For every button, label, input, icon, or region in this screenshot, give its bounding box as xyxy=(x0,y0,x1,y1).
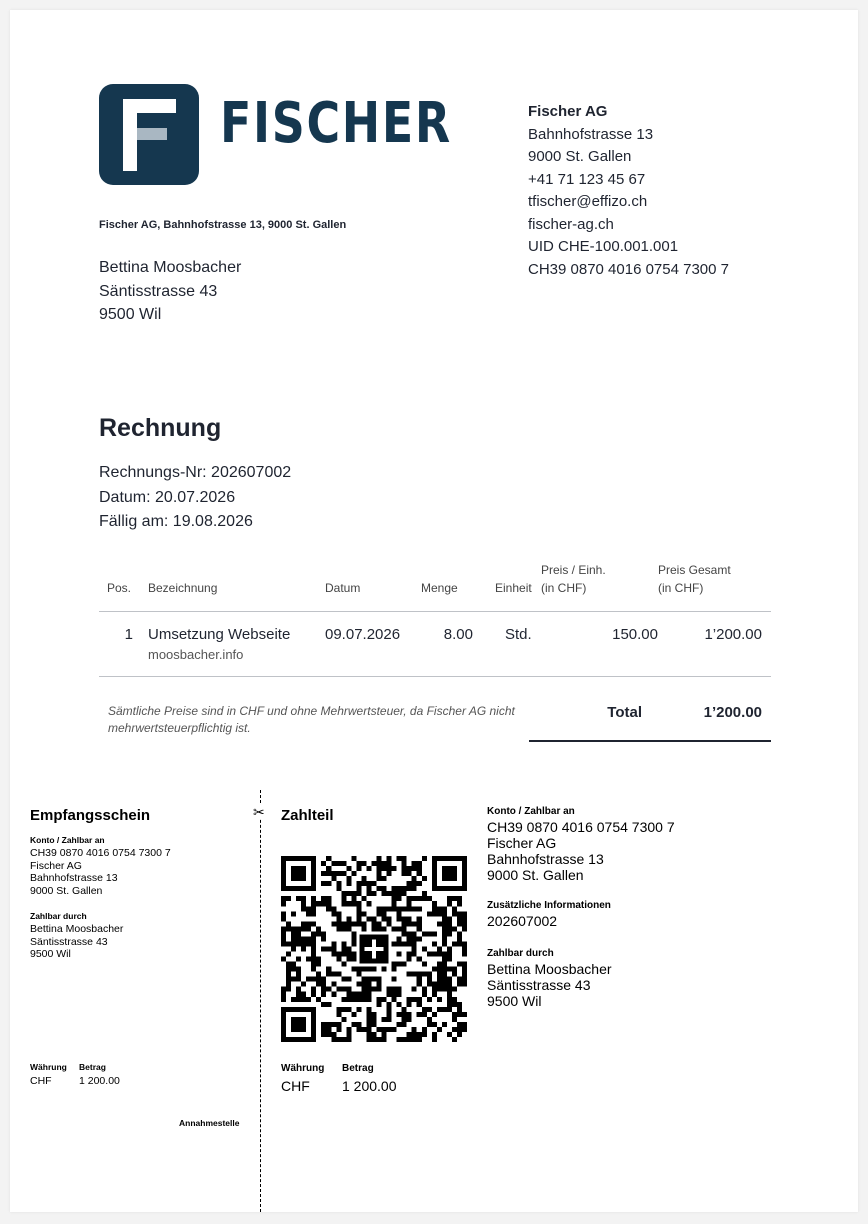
receipt-currency: CHF xyxy=(30,1075,52,1087)
company-website: fischer-ag.ch xyxy=(528,215,614,233)
logo-mark xyxy=(99,84,199,185)
receipt-amount: 1 200.00 xyxy=(79,1075,120,1087)
row-unit-price: 150.00 xyxy=(612,626,658,643)
payment-payer-label: Zahlbar durch xyxy=(487,948,554,959)
col-header-unit-price xyxy=(541,562,658,612)
recipient-name: Bettina Moosbacher xyxy=(99,259,242,276)
swiss-qr-code xyxy=(281,856,467,1042)
col-header-date: Datum xyxy=(325,580,361,595)
company-street: Bahnhofstrasse 13 xyxy=(528,125,654,143)
row-quantity: 8.00 xyxy=(443,626,473,643)
row-pos: 1 xyxy=(124,626,133,643)
company-iban: CH39 0870 4016 0754 7300 7 xyxy=(528,260,730,278)
col-header-unit-price-line1: Preis / Einh. xyxy=(541,563,606,577)
payment-info-value: 202607002 xyxy=(487,913,558,929)
col-header-total-price-line2: (in CHF) xyxy=(658,580,704,595)
payment-currency-label: Währung xyxy=(281,1063,325,1074)
payment-account-line: Fischer AG xyxy=(487,835,557,851)
receipt-account-line: CH39 0870 4016 0754 7300 7 xyxy=(30,847,171,859)
table-row xyxy=(99,612,771,677)
logo-wordmark: FISCHER xyxy=(220,91,452,156)
total-label: Total xyxy=(607,704,642,721)
col-header-pos: Pos. xyxy=(107,580,132,595)
payment-additional-info xyxy=(487,900,611,929)
payment-account xyxy=(487,806,675,883)
sender-return-address: Fischer AG, Bahnhofstrasse 13, 9000 St. Gallen xyxy=(99,219,347,231)
col-header-unit: Einheit xyxy=(495,580,532,595)
receipt-account-line: Fischer AG xyxy=(30,859,82,872)
payment-account-label: Konto / Zahlbar an xyxy=(487,806,575,817)
receipt-title: Empfangsschein xyxy=(30,807,151,824)
invoice-meta xyxy=(99,461,291,535)
col-header-total-price xyxy=(658,562,771,612)
row-total-price: 1’200.00 xyxy=(704,626,762,643)
row-description-title: Umsetzung Webseite xyxy=(148,626,291,643)
receipt-account-line: 9000 St. Gallen xyxy=(30,884,103,897)
receipt-acceptance-point: Annahmestelle xyxy=(179,1118,240,1128)
company-info xyxy=(528,101,729,281)
payment-payer-line: 9500 Wil xyxy=(487,993,542,1009)
recipient-address xyxy=(99,256,241,327)
scissors-icon: ✂ xyxy=(253,804,265,820)
invoice-date: Datum: 20.07.2026 xyxy=(99,488,236,506)
payment-currency: CHF xyxy=(281,1078,310,1094)
company-city: 9000 St. Gallen xyxy=(528,148,632,165)
vat-note: Sämtliche Preise sind in CHF und ohne Mehrwertsteuer, da Fischer AG nicht mehrwertsteuerpflichtig ist. xyxy=(108,704,515,735)
company-name: Fischer AG xyxy=(528,103,608,120)
receipt-currency-label: Währung xyxy=(30,1062,67,1072)
payment-amount-label: Betrag xyxy=(342,1063,374,1074)
page-title: Rechnung xyxy=(99,414,222,442)
total-underline xyxy=(529,740,771,742)
company-email: tfischer@effizo.ch xyxy=(528,193,648,210)
payment-account-line: CH39 0870 4016 0754 7300 7 xyxy=(487,819,675,835)
payment-account-line: 9000 St. Gallen xyxy=(487,867,584,883)
company-phone: +41 71 123 45 67 xyxy=(528,170,646,188)
receipt-payer-line: 9500 Wil xyxy=(30,948,71,960)
receipt-payer-line: Säntisstrasse 43 xyxy=(30,935,108,948)
payment-payer-line: Bettina Moosbacher xyxy=(487,961,612,977)
line-items-table xyxy=(99,562,771,677)
col-header-total-price-line1: Preis Gesamt xyxy=(658,563,731,577)
row-unit: Std. xyxy=(505,626,532,643)
table-header-row xyxy=(99,562,771,612)
recipient-street: Säntisstrasse 43 xyxy=(99,282,218,300)
company-uid: UID CHE-100.001.001 xyxy=(528,238,679,255)
payment-payer xyxy=(487,948,612,1009)
receipt-account-label: Konto / Zahlbar an xyxy=(30,835,105,845)
row-description xyxy=(148,612,325,677)
receipt-payer-line: Bettina Moosbacher xyxy=(30,923,124,935)
payment-info-label: Zusätzliche Informationen xyxy=(487,900,611,911)
perforation-line xyxy=(260,790,261,1212)
payment-payer-line: Säntisstrasse 43 xyxy=(487,977,591,993)
receipt-account-line: Bahnhofstrasse 13 xyxy=(30,872,118,884)
total-value: 1’200.00 xyxy=(703,704,762,721)
receipt-payer xyxy=(30,911,123,961)
payment-account-line: Bahnhofstrasse 13 xyxy=(487,851,604,867)
col-header-description: Bezeichnung xyxy=(148,580,218,595)
receipt-amount-label: Betrag xyxy=(79,1062,106,1072)
invoice-due-date: Fällig am: 19.08.2026 xyxy=(99,513,253,530)
receipt-payer-label: Zahlbar durch xyxy=(30,911,87,921)
row-date: 09.07.2026 xyxy=(325,626,401,643)
receipt-account xyxy=(30,835,171,897)
f-letter-icon xyxy=(99,84,199,185)
col-header-quantity: Menge xyxy=(421,580,458,595)
invoice-number: Rechnungs-Nr: 202607002 xyxy=(99,464,292,481)
payment-part-title: Zahlteil xyxy=(281,807,334,824)
row-description-subtitle: moosbacher.info xyxy=(148,647,244,662)
recipient-city: 9500 Wil xyxy=(99,306,162,323)
col-header-unit-price-line2: (in CHF) xyxy=(541,580,587,595)
payment-amount: 1 200.00 xyxy=(342,1078,397,1094)
